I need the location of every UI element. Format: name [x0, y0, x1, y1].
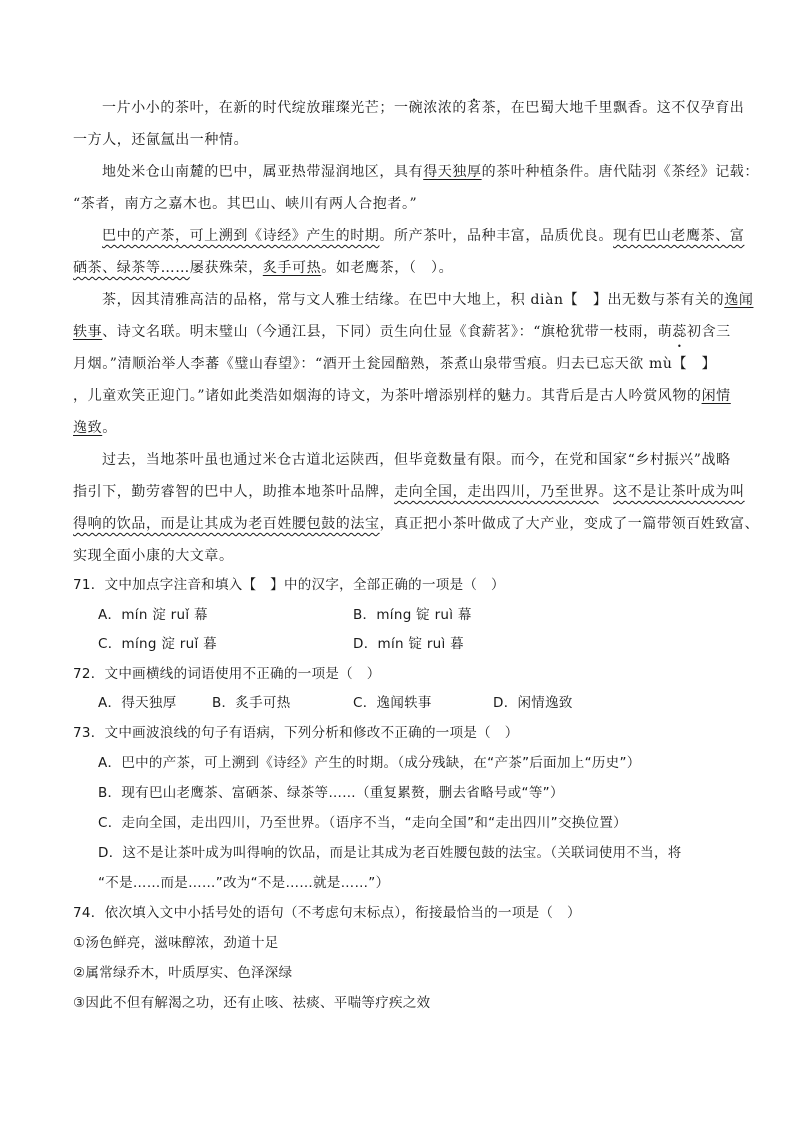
- underlined-phrase: 逸闻: [724, 292, 754, 308]
- q73-option-a[interactable]: A．巴中的产茶，可上溯到《诗经》产生的时期。（成分残缺，在“产茶”后面加上“历史”）: [98, 755, 641, 771]
- q73-option-d[interactable]: D．这不是让茶叶成为叫得响的饮品，而是让其成为老百姓腰包鼓的法宝。（关联词使用不当，将: [98, 845, 682, 861]
- wavy-sentence: 得响的饮品，而是让其成为老百姓腰包鼓的法宝: [73, 516, 380, 532]
- text: 一片小小的茶叶，在新的时代绽放璀璨光芒；一碗浓浓的: [102, 100, 467, 116]
- text: 。所产茶叶，品种丰富，品质优良。: [379, 228, 614, 244]
- dotted-char: 蕊: [672, 324, 687, 340]
- passage-line: 实现全面小康的大文章。: [73, 548, 234, 564]
- q72-option-a[interactable]: A．得天独厚: [98, 695, 177, 711]
- text: 茶，因其清雅高洁的品格，常与文人雅士结缘。在巴中大地上，积 diàn【 】出无数与茶有关的: [102, 292, 725, 308]
- q72-option-b[interactable]: B．炙手可热: [212, 695, 291, 711]
- q71-option-d[interactable]: D．mín 锭 ruì 暮: [353, 636, 464, 652]
- question-74-stem: 74．依次填入文中小括号处的语句（不考虑句末标点），衔接最恰当的一项是（ ）: [73, 905, 581, 921]
- text: 地处米仓山南麓的巴中，属亚热带湿润地区，具有: [102, 164, 424, 180]
- text: 茶，在巴蜀大地千里飘香。这不仅孕育出: [481, 100, 745, 116]
- passage-line: [73, 418, 733, 438]
- wavy-sentence: 走向全国，走出四川，乃至世界: [394, 484, 599, 500]
- q74-sentence-3: ③因此不但有解渴之功，还有止咳、祛痰、平喘等疗疾之效: [73, 995, 431, 1011]
- wavy-sentence: 硒茶、绿茶等……: [73, 260, 190, 276]
- q72-option-d[interactable]: D．闲情逸致: [493, 695, 573, 711]
- text: 初含三: [686, 324, 731, 340]
- passage-line: [102, 98, 762, 118]
- q71-option-c[interactable]: C．míng 淀 ruǐ 暮: [98, 636, 217, 652]
- wavy-sentence: 这不是让茶叶成为叫: [613, 484, 745, 500]
- text: 。: [598, 484, 614, 500]
- passage-line: [73, 386, 733, 406]
- passage-line: [102, 162, 762, 182]
- text: 。如老鹰茶，（ ）。: [321, 260, 454, 276]
- underlined-phrase: 闲情: [701, 388, 731, 404]
- passage-line: “茶者，南方之嘉木也。其巴山、峡川有两人合抱者。”: [73, 196, 418, 212]
- q74-sentence-1: ①汤色鲜亮，滋味醇浓，劲道十足: [73, 935, 279, 951]
- passage-line: [73, 322, 733, 342]
- q73-option-d-continued: “不是……而是……”改为“不是……就是……”）: [98, 875, 390, 891]
- text: 、诗文名联。明末璧山（今通江县，下同）贡生向仕显《食薪茗》：“旗枪犹带一枝雨，萌: [102, 324, 673, 340]
- wavy-sentence: 现有巴山老鹰茶、富: [613, 228, 745, 244]
- q73-option-c[interactable]: C．走向全国，走出四川，乃至世界。（语序不当，“走向全国”和“走出四川”交换位置）: [98, 815, 627, 831]
- q74-sentence-2: ②属常绿乔木，叶质厚实、色泽深绿: [73, 965, 293, 981]
- underlined-phrase: 逸致: [73, 420, 103, 436]
- q72-option-c[interactable]: C．逸闻轶事: [353, 695, 432, 711]
- text: ，儿童欢笑正迎门。”诸如此类浩如烟海的诗文，为茶叶增添别样的魅力。其背后是古人吟赏风物的: [73, 388, 702, 404]
- question-72-stem: 72．文中画横线的词语使用不正确的一项是（ ）: [73, 666, 381, 682]
- passage-line: [73, 514, 760, 534]
- underlined-phrase: 轶事: [73, 324, 103, 340]
- wavy-sentence: 巴中的产茶，可上溯到《诗经》产生的时期: [102, 228, 380, 244]
- text: 屡获殊荣，: [189, 260, 263, 276]
- q71-option-a[interactable]: A．mín 淀 ruǐ 幕: [98, 607, 208, 623]
- passage-line: [102, 226, 762, 246]
- passage-line: 月烟。”清顺治举人李蕃《璧山春望》：“酒开土瓮园醅熟，茶煮山泉带雪痕。归去已忘天欲 mù【 】: [73, 356, 717, 372]
- dotted-char: 茗: [467, 100, 482, 116]
- text: 指引下，勤劳睿智的巴中人，助推本地茶叶品牌，: [73, 484, 395, 500]
- underlined-phrase: 炙手可热: [262, 260, 322, 276]
- q71-option-b[interactable]: B．míng 锭 ruì 幕: [353, 607, 472, 623]
- passage-line: [73, 258, 733, 278]
- passage-line: 过去，当地茶叶虽也通过米仓古道北运陕西，但毕竟数量有限。而今，在党和国家“乡村振兴”战略: [102, 452, 731, 468]
- passage-line: [73, 482, 745, 502]
- underlined-phrase: 得天独厚: [423, 164, 482, 180]
- passage-line: 一方人，还氤氲出一种情。: [73, 132, 249, 148]
- question-73-stem: 73．文中画波浪线的句子有语病，下列分析和修改不正确的一项是（ ）: [73, 725, 519, 741]
- q73-option-b[interactable]: B．现有巴山老鹰茶、富硒茶、绿茶等……（重复累赘，删去省略号或“等”）: [98, 785, 564, 801]
- text: 。: [102, 420, 117, 436]
- question-71-stem: 71．文中加点字注音和填入【 】中的汉字，全部正确的一项是（ ）: [73, 577, 505, 593]
- passage-line: [102, 290, 762, 310]
- text: ，真正把小茶叶做成了大产业，变成了一篇带领百姓致富、: [379, 516, 760, 532]
- text: 的茶叶种植条件。唐代陆羽《茶经》记载：: [481, 164, 760, 180]
